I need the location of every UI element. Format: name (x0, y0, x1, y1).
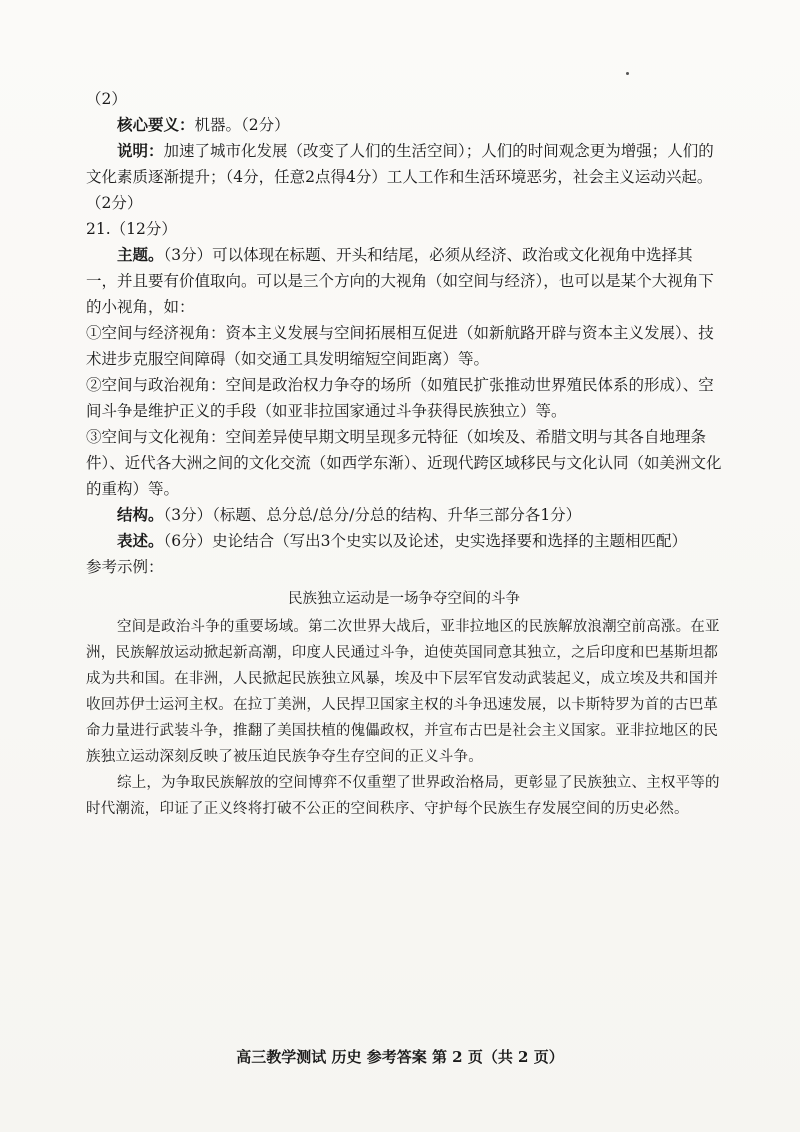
q2-core-point (86, 112, 722, 138)
essay-paragraph-1: 空间是政治斗争的重要场域。第二次世界大战后，亚非拉地区的民族解放浪潮空前高涨。在亚洲，民族解放运动掀起新高潮，印度人民通过斗争，迫使英国同意其独立，之后印度和巴基斯坦都成为共和国。在非洲，人民掀起民族独立风暴，埃及中下层军官发动武装起义，成立埃及共和国并收回苏伊士运河主权。在拉丁美洲，人民捍卫国家主权的斗争迅速发展，以卡斯特罗为首的古巴革命力量进行武装斗争，推翻了美国扶植的傀儡政权，并宣布古巴是社会主义国家。亚非拉地区的民族独立运动深刻反映了被压迫民族争夺生存空间的正义斗争。 (86, 619, 720, 765)
answer-content (86, 86, 722, 822)
q21-reference-label: 参考示例： (86, 558, 164, 576)
q21-number: 21.（12分） (86, 220, 177, 238)
essay-title: 民族独立运动是一场争夺空间的斗争 (288, 591, 520, 607)
q21-structure-label: 结构。 (117, 505, 164, 524)
q2-explain-label: 说明： (117, 141, 164, 160)
q21-theme-text: （3分）可以体现在标题、开头和结尾，必须从经济、政治或文化视角中选择其一，并且要有价值取向。可以是三个方向的大视角（如空间与经济），也可以是某个大视角下的小视角，如： (86, 246, 714, 316)
q21-structure-text: （3分）（标题、总分总/总分/分总的结构、升华三部分各1分） (163, 506, 582, 524)
scan-speck (626, 72, 629, 75)
q2-core-label: 核心要义： (117, 115, 195, 134)
q21-express-text: （6分）史论结合（写出3个史实以及论述，史实选择要和选择的主题相匹配） (163, 532, 687, 550)
q21-express-label: 表述。 (117, 531, 164, 550)
page-footer: 高三教学测试 历史 参考答案 第 2 页（共 2 页） (236, 1048, 564, 1066)
q21-angle-politics: ②空间与政治视角：空间是政治权力争夺的场所（如殖民扩张推动世界殖民体系的形成）、空间斗争是维护正义的手段（如亚非拉国家通过斗争获得民族独立）等。 (86, 376, 714, 420)
q21-structure (86, 502, 722, 528)
q21-angle-economy: ①空间与经济视角：资本主义发展与空间拓展相互促进（如新航路开辟与资本主义发展）、技术进步克服空间障碍（如交通工具发明缩短空间距离）等。 (86, 324, 714, 368)
q2-explain-text: 加速了城市化发展（改变了人们的生活空间）；人们的时间观念更为增强；人们的文化素质逐渐提升；（4分，任意2点得4分）工人工作和生活环境恶劣，社会主义运动兴起。（2分） (86, 142, 714, 212)
q2-core-text: 机器。（2分） (194, 116, 290, 134)
q21-angle-culture: ③空间与文化视角：空间差异使早期文明呈现多元特征（如埃及、希腊文明与其各自地理条件）、近代各大洲之间的文化交流（如西学东渐）、近现代跨区域移民与文化认同（如美洲文化的重构）等。 (86, 428, 722, 498)
q21-expression (86, 528, 722, 554)
q21-theme-label: 主题。 (117, 245, 164, 264)
q2-number: （2） (86, 90, 127, 108)
q2-explanation (86, 138, 722, 216)
essay-paragraph-2: 综上，为争取民族解放的空间博弈不仅重塑了世界政治格局，更彰显了民族独立、主权平等的时代潮流，印证了正义终将打破不公正的空间秩序、守护每个民族生存发展空间的历史必然。 (86, 775, 720, 817)
q21-theme (86, 242, 722, 320)
